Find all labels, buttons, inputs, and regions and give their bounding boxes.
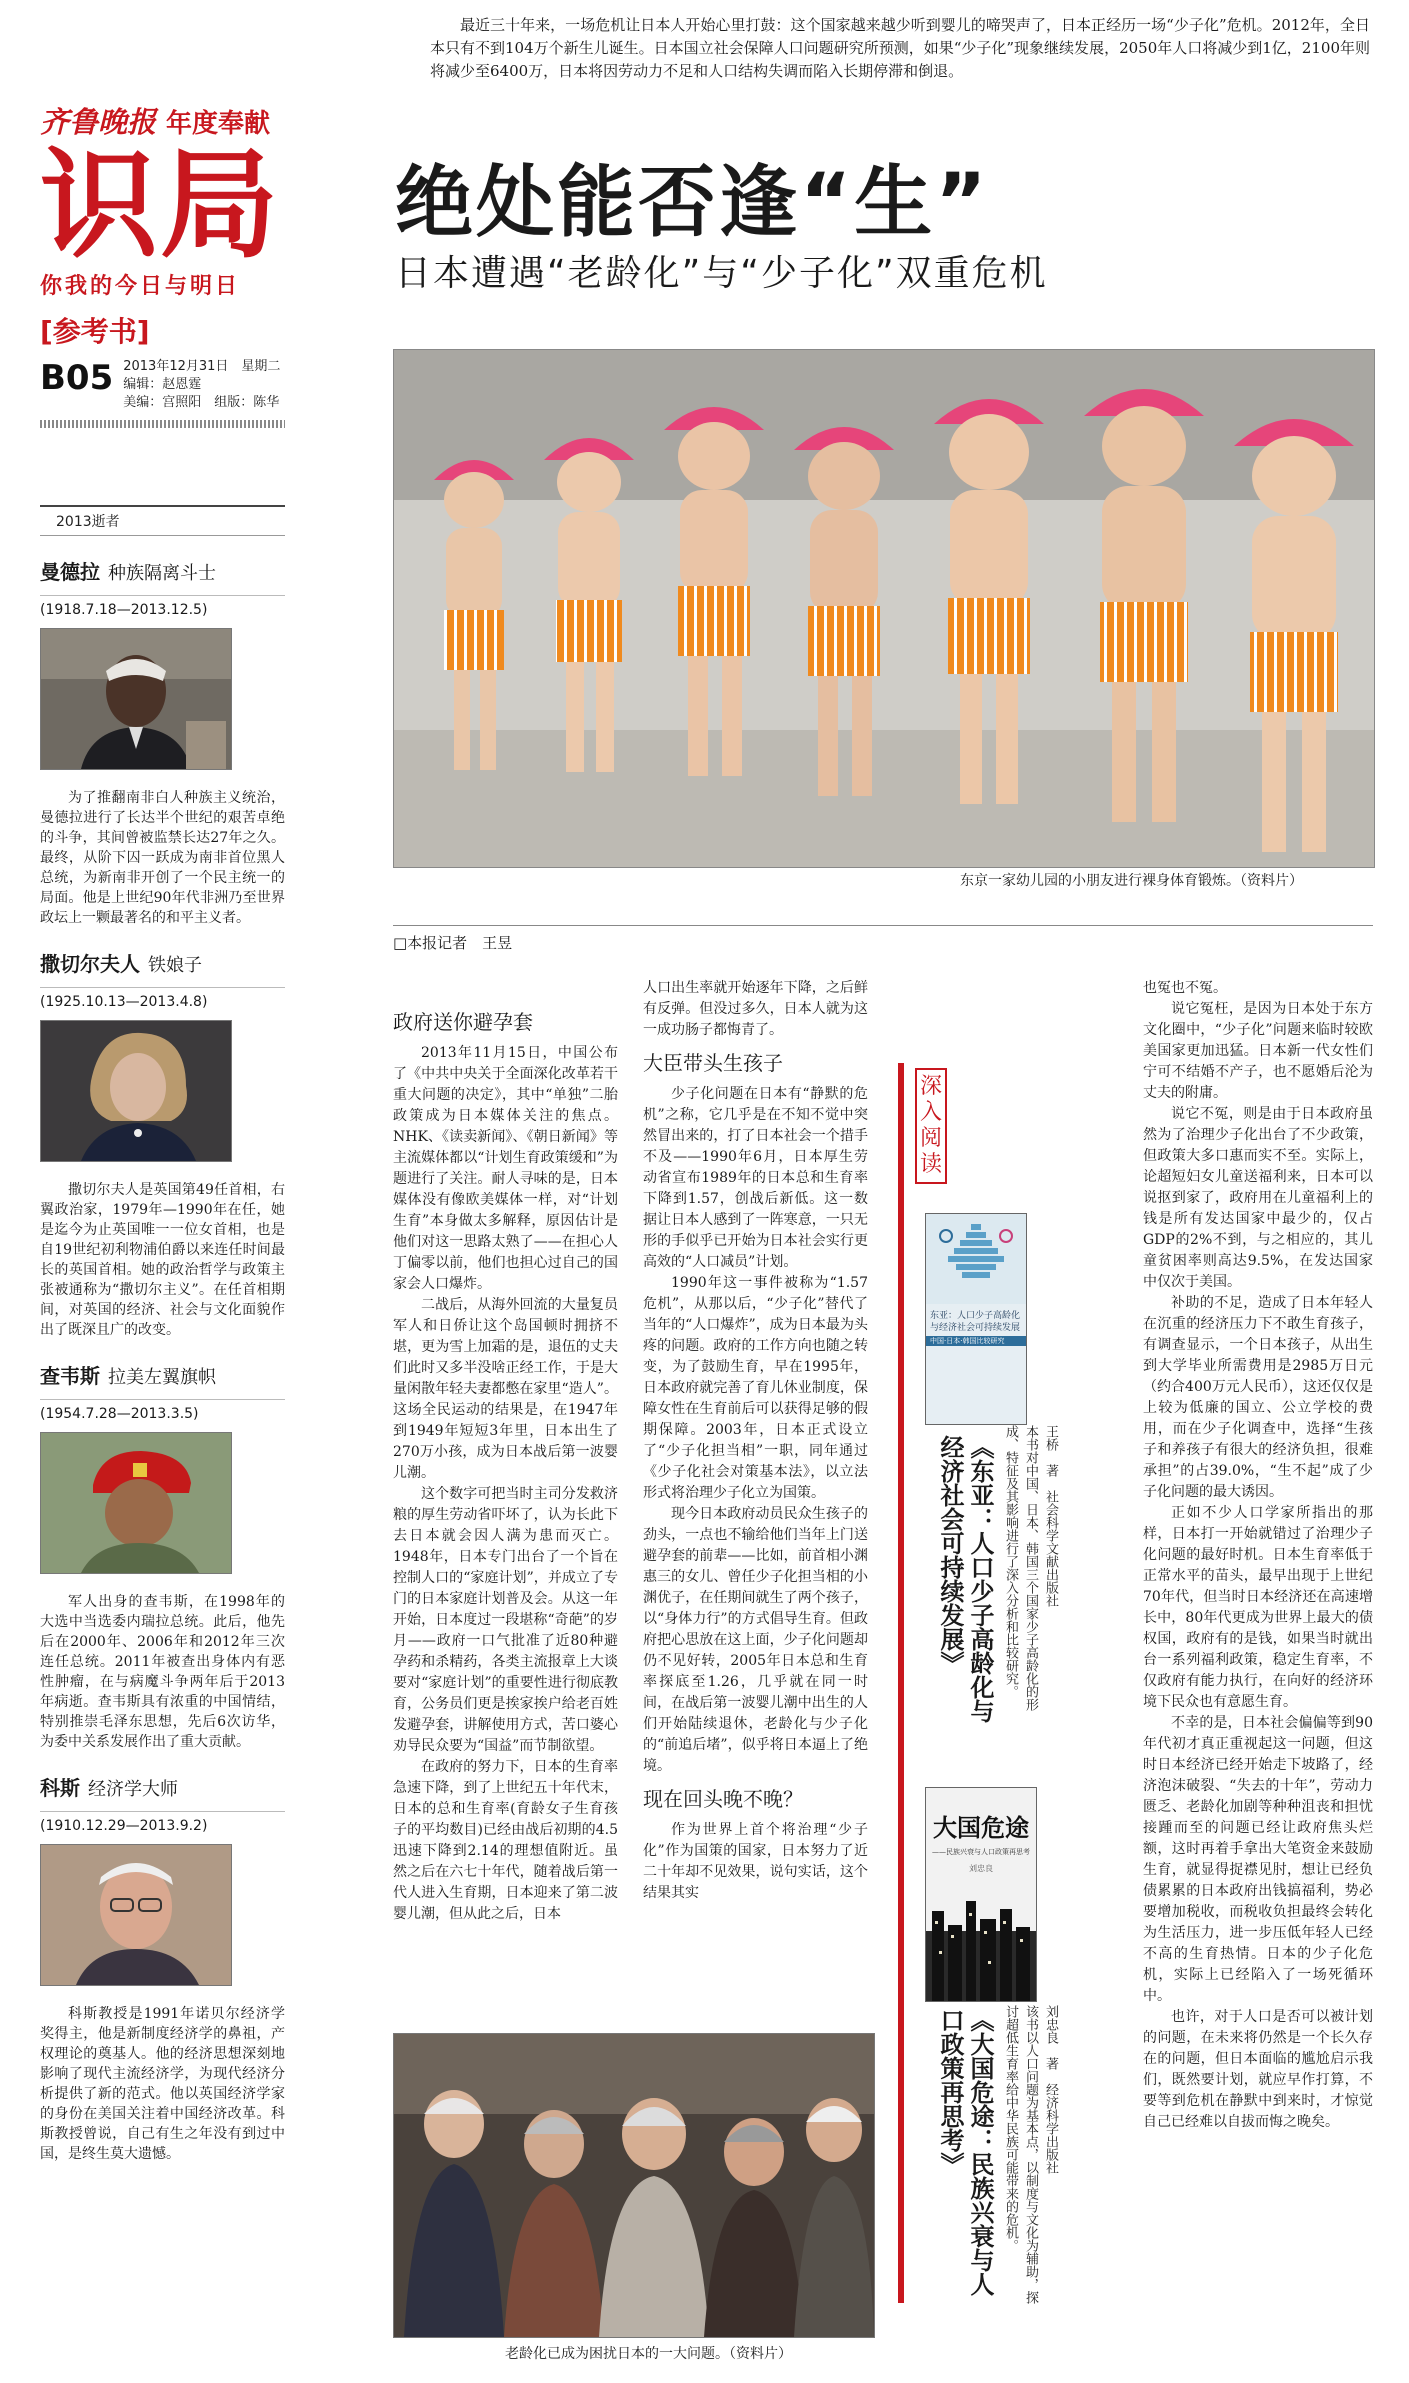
obit-name: 撒切尔夫人 [40, 952, 140, 976]
article-paragraph: 1990年这一事件被称为“1.57危机”，从那以后，“少子化”替代了当年的“人口爆炸”，成为日本最为头疼的问题。政府的工作方向也随之转变，为了鼓励生育，早在1995年，日本政府就完善了育儿休业制度，保障女性在生育前后可以获得足够的假期保障。2003年，日本正式设立了“少子化担当相”一职，同年通过《少子化社会对策基本法》，以立法形式将治理少子化立为国策。 [643, 1275, 868, 1501]
headline: 绝处能否逢“生” [395, 158, 990, 248]
book2-cover-subtitle: ——民族兴衰与人口政策再思考 [932, 1848, 1030, 1856]
kindergarten-photo-illustration [394, 350, 1374, 867]
main-photo-caption: 东京一家幼儿园的小朋友进行裸身体育锻炼。（资料片） [960, 873, 1303, 889]
section-subtitle: 你我的今日与明日 [40, 274, 241, 299]
brand-logo: 齐鲁晚报 [40, 105, 157, 139]
obit-dates: (1910.12.29—2013.9.2) [40, 1811, 285, 1834]
article-paragraph: 2013年11月15日，中国公布了《中共中央关于全面深化改革若干重大问题的决定》，其中“单独”二胎政策成为日本媒体关注的焦点。NHK、《读卖新闻》、《朝日新闻》等主流媒体都以“计划生育政策缓和”为题进行了关注。耐人寻味的是，日本媒体没有像欧美媒体一样，对“计划生育”本身做太多解释，原因估计是他们对这一思路太熟了——在担心人丁偏零以前，他们也担心过自己的国家会人口爆炸。 [393, 1045, 618, 1292]
edition-info [123, 358, 280, 412]
obit-item [40, 948, 285, 1340]
mandela-photo [40, 628, 232, 770]
obit-name: 查韦斯 [40, 1364, 100, 1388]
obit-dates: (1925.10.13—2013.4.8) [40, 987, 285, 1010]
edition-block [40, 358, 340, 412]
article-paragraph: 也许，对于人口是否可以被计划的问题，在未来将仍然是一个长久存在的问题，但日本面临的尴尬启示我们，既然要计划，就应早作打算，不要等到危机在静默中到来时，才惊觉自己已经难以自拔而悔之晚矣。 [1143, 2009, 1373, 2130]
obit-text: 为了推翻南非白人种族主义统治，曼德拉进行了长达半个世纪的艰苦卓绝的斗争，其间曾被监禁长达27年之久。最终，从阶下囚一跃成为南非首位黑人总统，为新南非开创了一个民主统一的局面。他是上世纪90年代非洲乃至世界政坛上一颗最著名的和平主义者。 [40, 790, 285, 926]
obituaries-heading: 2013逝者 [40, 505, 285, 536]
book2-blurb: 该书以人口问题为基本点，以制度与文化为辅助，探讨超低生育率给中华民族可能带来的危机。 [1003, 2005, 1038, 2304]
article-paragraph: 说它不冤，则是由于日本政府虽然为了治理少子化出台了不少政策，但政策大多口惠而实不至。实际上，论超短妇女儿童送福利来，日本可以说抠到家了，政府用在儿童福利上的钱是所有发达国家中最少的，仅占GDP的2%不到，与之相应的，其儿童贫困率则高达9.5%，在发达国家中仅次于美国。 [1143, 1106, 1373, 1290]
brand-tagline: 年度奉献 [166, 109, 271, 139]
article-paragraph: 不幸的是，日本社会偏偏等到90年代初才真正重视起这一问题，但这时日本经济已经开始走下坡路了，经济泡沫破裂、“失去的十年”，劳动力匮乏、老龄化加剧等种种沮丧和担忧接踵而至的问题已经让政府焦头烂额，这时再着手拿出大笔资金来鼓励生育，就显得捉襟见肘，想让已经负债累累的日本政府出钱搞福利，势必要增加税收，而税收负担最终会转化为生活压力，进一步压低年轻人已经不高的生育热情。日本的少子化危机，实际上已经陷入了一场死循环中。 [1143, 1715, 1373, 2004]
book1-cover-title: 东亚：人口少子高龄化与经济社会可持续发展 [930, 1311, 1021, 1333]
coase-photo [40, 1844, 232, 1986]
subheadline: 日本遭遇“老龄化”与“少子化”双重危机 [395, 253, 1048, 294]
article-paragraph: 二战后，从海外回流的大量复员军人和日侨让这个岛国顿时拥挤不堪，更为雪上加霜的是，退伍的丈夫们此时又多半没啥正经工作，于是大量闲散年轻夫妻都憋在家里“造人”。这场全民运动的结果是，在1947年到1949年短短3年里，日本出生了270万小孩，成为日本战后第一波婴儿潮。 [393, 1297, 618, 1481]
obit-name: 曼德拉 [40, 560, 100, 584]
book-cover-east-asia [925, 1213, 1027, 1425]
page-number: B05 [40, 358, 114, 398]
book2-cover-title: 大国危途 [933, 1814, 1029, 1842]
book2-meta: 刘忠良 著 经济科学出版社 [1043, 2005, 1058, 2174]
obit-text: 撒切尔夫人是英国第49任首相，右翼政治家，1979年—1990年在任，她是迄今为止英国唯一一位女首相，也是自19世纪初利物浦伯爵以来连任时间最长的英国首相。她的政治哲学与政策主张被通称为“撒切尔主义”。在任首相期间，对英国的经济、社会与文化面貌作出了既深且广的改变。 [40, 1182, 285, 1338]
article-paragraph: 说它冤枉，是因为日本处于东方文化圈中，“少子化”问题来临时较欧美国家更加迅猛。日本新一代女性们宁可不结婚不产子，也不愿婚后沦为丈夫的附庸。 [1143, 1001, 1373, 1101]
chavez-photo [40, 1432, 232, 1574]
obit-item [40, 1772, 285, 2164]
obit-title: 拉美左翼旗帜 [108, 1367, 216, 1388]
section-heading: 大臣带头生孩子 [643, 1051, 783, 1075]
deep-reading-bar [898, 1063, 904, 2303]
obit-title: 经济学大师 [88, 1779, 178, 1800]
elderly-photo-illustration [394, 2034, 874, 2337]
article-paragraph: 补助的不足，造成了日本年轻人在沉重的经济压力下不敢生育孩子，有调查显示，一个日本孩子，从出生到大学毕业所需费用是2985万日元（约合400万元人民币），这还仅仅是上较为低廉的国立、公立学校的费用，而在少子化调查中，选择“生孩子和养孩子有很大的经济负担，很难承担”的占39.0%，“生不起”成了少子化问题的最大诱因。 [1143, 1295, 1373, 1500]
masthead [40, 100, 340, 428]
obit-name: 科斯 [40, 1776, 80, 1800]
article-paragraph: 在政府的努力下，日本的生育率急速下降，到了上世纪五十年代末，日本的总和生育率(育龄女子生育孩子的平均数目)已经由战后初期的4.5迅速下降到2.14的理想值附近。虽然之后在六七十年代，随着战后第一代人进入生育期，日本迎来了第二波婴儿潮，但从此之后，日本 [393, 1759, 618, 1922]
obit-item [40, 556, 285, 928]
article-paragraph: 人口出生率就开始逐年下降，之后鲜有反弹。但没过多久，日本人就为这一成功肠子都悔青了。 [643, 980, 868, 1038]
book1-blurb: 本书对中国、日本、韩国三个国家少子高龄化的形成、特征及其影响进行了深入分析和比较研究。 [1003, 1425, 1038, 1711]
lead-paragraph: 最近三十年来，一场危机让日本人开始心里打鼓：这个国家越来越少听到婴儿的啼哭声了，日本正经历一场“少子化”危机。2012年，全日本只有不到104万个新生儿诞生。日本国立社会保障人口问题研究所预测，如果“少子化”现象继续发展，2050年人口将减少到1亿，2100年则将减少至6400万，日本将因劳动力不足和人口结构失调而陷入长期停滞和倒退。 [430, 16, 1370, 80]
section-heading: 政府送你避孕套 [393, 1010, 533, 1034]
obit-title: 种族隔离斗士 [108, 563, 216, 584]
section-heading: 现在回头晚不晚？ [643, 1787, 803, 1811]
article-column-2 [643, 978, 868, 1904]
book2-title: 《大国危途：民族兴衰与人口政策再思考》 [936, 2008, 994, 2296]
article-paragraph: 正如不少人口学家所指出的那样，日本打一开始就错过了治理少子化问题的最好时机。日本生育率低于正常水平的苗头，最早出现于上世纪70年代，但当时日本经济还在高速增长中，80年代更成为世界上最大的债权国，政府有的是钱，如果当时就出台一系列福利政策，稳定生育率，不仅政府有能力执行，在向好的经济环境下民众也有意愿生育。 [1143, 1505, 1373, 1710]
editor-line: 编辑：赵恩霆 [123, 377, 202, 392]
book2-cover-author: 刘忠良 [969, 1864, 993, 1873]
thatcher-photo [40, 1020, 232, 1162]
date-line: 2013年12月31日 星期二 [123, 359, 281, 374]
design-line: 美编：宫照阳 组版：陈华 [123, 395, 280, 410]
elderly-photo [393, 2033, 875, 2338]
bottom-photo-caption: 老龄化已成为困扰日本的一大问题。（资料片） [505, 2346, 792, 2362]
article-column-1 [393, 1000, 618, 1925]
obit-text: 科斯教授是1991年诺贝尔经济学奖得主，他是新制度经济学的鼻祖，产权理论的奠基人。他的经济思想深刻地影响了现代主流经济学，为现代经济分析提供了新的范式。他以英国经济学家的身份在美国关注着中国经济改革。科斯教授曾说，自己有生之年没有到过中国，是终生莫大遗憾。 [40, 2006, 285, 2162]
book1-title: 《东亚：人口少子高龄化与经济社会可持续发展》 [936, 1435, 994, 1723]
city-skyline-graphic [926, 1891, 1036, 2001]
obit-title: 铁娘子 [148, 955, 202, 976]
byline: □本报记者 王昱 [393, 925, 1373, 953]
book1-meta: 王桥 著 社会科学文献出版社 [1043, 1425, 1058, 1607]
obit-text: 军人出身的查韦斯，在1998年的大选中当选委内瑞拉总统。此后，他先后在2000年、2006年和2012年三次连任总统。2011年被查出身体内有恶性肿瘤，在与病魔斗争两年后于2013年病逝。查韦斯具有浓重的中国情结，特别推崇毛泽东思想，先后6次访华，为委中关系发展作出了重大贡献。 [40, 1594, 285, 1750]
article-column-3 [1143, 978, 1373, 2133]
article-paragraph: 也冤也不冤。 [1143, 980, 1227, 996]
obituaries-column [40, 505, 285, 2164]
kindergarten-photo [393, 349, 1375, 868]
masthead-rule [40, 420, 285, 428]
article-paragraph: 少子化问题在日本有“静默的危机”之称，它几乎是在不知不觉中突然冒出来的，打了日本社会一个措手不及——1990年6月，日本厚生劳动省宣布1989年的日本总和生育率下降到1.57，创战后新低。这一数据让日本人感到了一阵寒意，一只无形的手似乎已开始为日本社会实行更高效的“人口减员”计划。 [643, 1086, 868, 1270]
brand-line [40, 100, 340, 141]
obit-dates: (1954.7.28—2013.3.5) [40, 1399, 285, 1422]
population-pyramid-graphic [926, 1214, 1026, 1304]
section-title: 识局 [40, 136, 281, 274]
book-cover-great-power [925, 1787, 1037, 2002]
obit-item [40, 1360, 285, 1752]
article-paragraph: 作为世界上首个将治理“少子化”作为国策的国家，日本努力了近二十年却不见效果，说句实话，这个结果其实 [643, 1822, 868, 1901]
article-paragraph: 现今日本政府动员民众生孩子的劲头，一点也不输给他们当年上门送避孕套的前辈——比如，前首相小渊惠三的女儿、曾任少子化担当相的小渊优子，在任期间就生了两个孩子，以“身体力行”的方式倡导生育。但政府把心思放在这上面，少子化问题却仍不见好转，2005年日本总和生育率探底至1.26，几乎就在同一时间，在战后第一波婴儿潮中出生的人们开始陆续退休，老龄化与少子化的“前追后堵”，似乎将日本逼上了绝境。 [643, 1506, 868, 1774]
obit-dates: (1918.7.18—2013.12.5) [40, 595, 285, 618]
section-label: [参考书] [40, 315, 150, 348]
article-paragraph: 这个数字可把当时主司分发救济粮的厚生劳动省吓坏了，认为长此下去日本就会因人满为患而灭亡。1948年，日本专门出台了一个旨在控制人口的“家庭计划”，并成立了专门的日本家庭计划普及会。从这一年开始，日本度过一段堪称“奇葩”的岁月——政府一口气批准了近80种避孕药和杀精药，各类主流报章上大谈要对“家庭计划”的重要性进行彻底教育，公务员们更是挨家挨户给老百姓发避孕套，讲解使用方式，苦口婆心劝导民众要为“国益”而节制欲望。 [393, 1486, 618, 1754]
book1-cover-subtitle: 中国·日本·韩国比较研究 [926, 1336, 1026, 1346]
deep-reading-label: 深入阅读 [915, 1068, 947, 1184]
